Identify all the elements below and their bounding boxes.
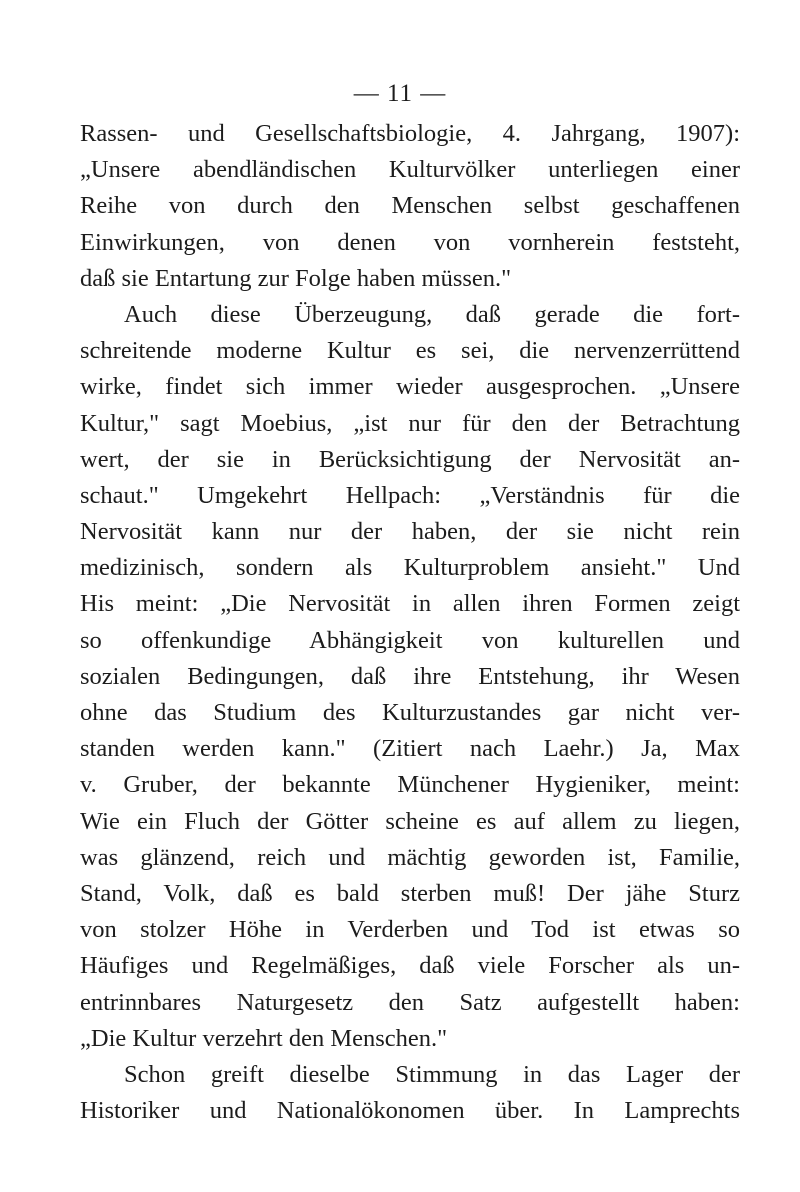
page-number: — 11 — xyxy=(353,80,447,107)
body-text xyxy=(80,116,740,1129)
text-line: Reihe von durch den Menschen selbst geschaffenen xyxy=(80,192,740,220)
text-line: wirke, findet sich immer wieder ausgesprochen. „Unsere xyxy=(80,373,740,401)
text-line: Auch diese Überzeugung, daß gerade die fort- xyxy=(124,300,740,328)
text-line: His meint: „Die Nervosität in allen ihren Formen zeigt xyxy=(80,590,740,618)
text-line: Einwirkungen, von denen von vornherein feststeht, xyxy=(80,228,740,256)
text-line: Historiker und Nationalökonomen über. In Lamprechts xyxy=(80,1097,740,1125)
text-line: „Die Kultur verzehrt den Menschen." xyxy=(80,1024,448,1052)
text-line: sozialen Bedingungen, daß ihre Entstehung, ihr Wesen xyxy=(80,662,740,690)
text-line: entrinnbares Naturgesetz den Satz aufgestellt haben: xyxy=(80,988,740,1016)
text-line: ohne das Studium des Kulturzustandes gar nicht ver- xyxy=(80,699,740,726)
text-line: Nervosität kann nur der haben, der sie nicht rein xyxy=(80,518,740,546)
text-line: v. Gruber, der bekannte Münchener Hygieniker, meint: xyxy=(80,771,740,799)
text-line: Rassen- und Gesellschaftsbiologie, 4. Jahrgang, 1907): xyxy=(80,120,740,147)
text-line: medizinisch, sondern als Kulturproblem ansieht." Und xyxy=(80,554,740,582)
text-line: Schon greift dieselbe Stimmung in das Lager der xyxy=(124,1060,740,1088)
text-line: Häufiges und Regelmäßiges, daß viele Forscher als un- xyxy=(80,952,740,980)
text-line: von stolzer Höhe in Verderben und Tod ist etwas so xyxy=(80,916,740,944)
text-line: wert, der sie in Berücksichtigung der Nervosität an- xyxy=(80,445,740,473)
text-line: standen werden kann." (Zitiert nach Laehr.) Ja, Max xyxy=(80,735,740,763)
text-line: Kultur," sagt Moebius, „ist nur für den der Betrachtung xyxy=(80,409,740,437)
text-line: Wie ein Fluch der Götter scheine es auf allem zu liegen, xyxy=(80,807,740,835)
text-line: schaut." Umgekehrt Hellpach: „Verständnis für die xyxy=(80,481,740,509)
text-line: „Unsere abendländischen Kulturvölker unterliegen einer xyxy=(80,156,740,184)
text-line: schreitende moderne Kultur es sei, die nervenzerrüttend xyxy=(80,337,740,365)
text-line: so offenkundige Abhängigkeit von kulturellen und xyxy=(80,626,740,654)
text-line: Stand, Volk, daß es bald sterben muß! Der jähe Sturz xyxy=(80,879,740,907)
text-line: was glänzend, reich und mächtig geworden ist, Familie, xyxy=(80,843,740,871)
text-line: daß sie Entartung zur Folge haben müssen." xyxy=(80,264,512,292)
